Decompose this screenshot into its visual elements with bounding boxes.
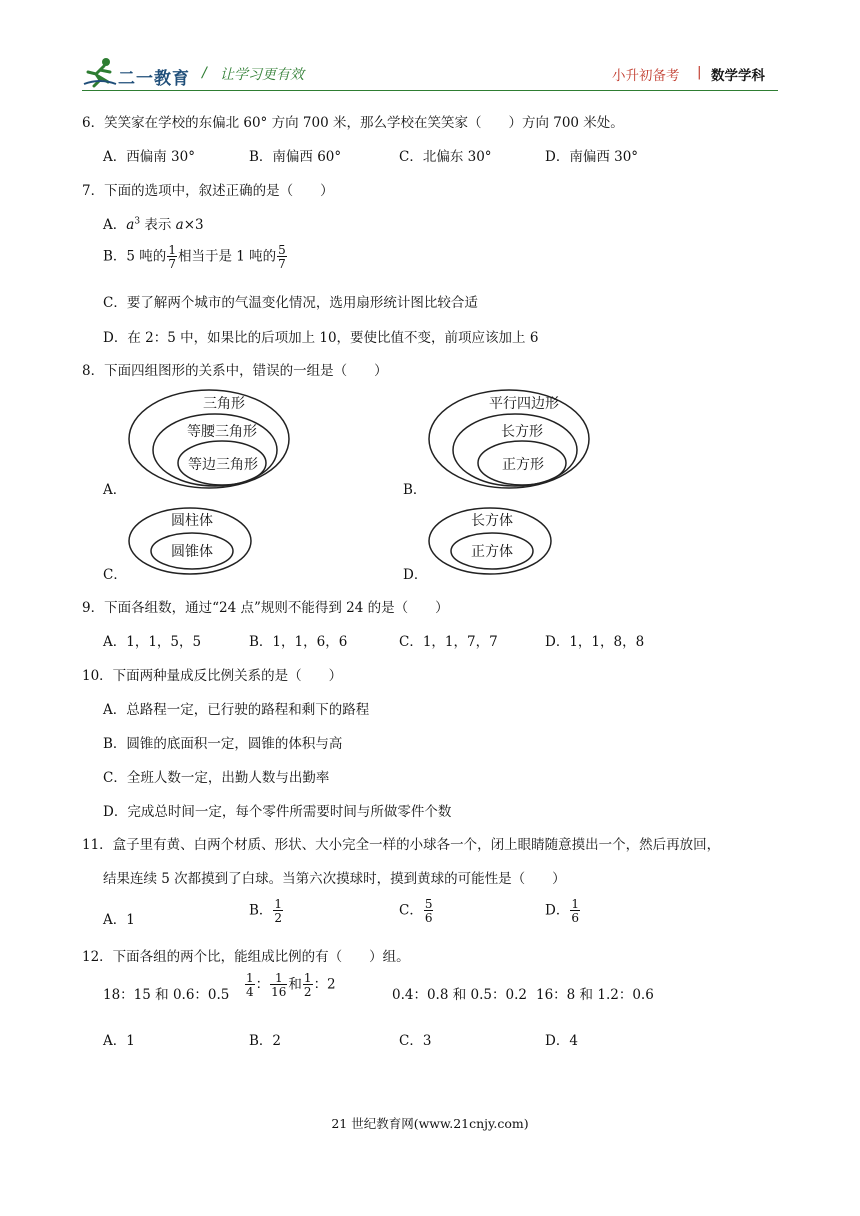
diagram-a-label: A． [103, 482, 127, 498]
question-12-group-3: 0.4：0.8 和 0.5：0.2 [392, 987, 527, 1003]
logo-text: 二一教育 [118, 69, 190, 89]
question-6-option-d: D．南偏西 30° [545, 149, 639, 165]
diagram-d-label: D． [403, 567, 428, 583]
question-9-option-b: B．1，1，6，6 [249, 634, 348, 650]
diagram-b-label: B． [403, 482, 427, 498]
question-7-option-d: D．在 2：5 中，如果比的后项加上 10，要使比值不变，前项应该加上 6 [103, 330, 539, 346]
question-12-group-2: $\frac{1}{4}$ ： $\frac{1}{16}$ 和 $\frac{1}{2}$ ：2 [246, 971, 336, 999]
question-11-stem-line2: 结果连续 5 次都摸到了白球。当第六次摸球时，摸到黄球的可能性是（ ） [103, 871, 566, 887]
question-10-option-b: B．圆锥的底面积一定，圆锥的体积与高 [103, 736, 343, 752]
question-12-option-b: B．2 [249, 1033, 282, 1049]
diagram-b-outer-label: 平行四边形 [489, 396, 559, 412]
diagram-c-outer-label: 圆柱体 [171, 513, 213, 529]
question-11-option-b: B． $\frac{1}{2}$ [249, 897, 283, 925]
question-7-option-b: B．5 吨的 $\frac{1}{7}$ 相当于是 1 吨的 $\frac{5}{7}$ [103, 243, 286, 271]
diagram-b-inner-label: 正方形 [502, 457, 544, 473]
diagram-c-label: C． [103, 567, 127, 583]
question-9-option-d: D．1，1，8，8 [545, 634, 645, 650]
diagram-d-outer-label: 长方体 [471, 513, 513, 529]
question-12-group-4: 16：8 和 1.2：0.6 [536, 987, 654, 1003]
diagram-a-outer-label: 三角形 [203, 396, 245, 412]
diagram-c-inner-label: 圆锥体 [171, 544, 213, 560]
question-6-option-c: C．北偏东 30° [399, 149, 492, 165]
question-9-option-c: C．1，1，7，7 [399, 634, 498, 650]
question-11-option-a: A．1 [103, 912, 135, 928]
question-6-option-b: B．南偏西 60° [249, 149, 342, 165]
question-11-stem-line1: 11．盒子里有黄、白两个材质、形状、大小完全一样的小球各一个，闭上眼睛随意摸出一个，然后再放回， [82, 837, 721, 853]
footer-text: 21 世纪教育网(www.21cnjy.com) [331, 1116, 529, 1131]
question-6-stem: 6．笑笑家在学校的东偏北 60° 方向 700 米，那么学校在笑笑家（ ）方向 700 米处。 [82, 115, 624, 131]
question-10-option-a: A．总路程一定，已行驶的路程和剩下的路程 [103, 702, 370, 718]
question-9-option-a: A．1，1，5，5 [103, 634, 202, 650]
question-10-stem: 10．下面两种量成反比例关系的是（ ） [82, 668, 343, 684]
diagram-b-parallelograms [426, 387, 592, 493]
question-12-option-c: C．3 [399, 1033, 432, 1049]
diagram-a-middle-label: 等腰三角形 [187, 424, 257, 440]
question-7-option-c: C．要了解两个城市的气温变化情况，选用扇形统计图比较合适 [103, 295, 478, 311]
question-6-option-a: A．西偏南 30° [103, 149, 195, 165]
header-slash: / [202, 65, 207, 81]
logo-runner-icon [82, 56, 118, 88]
question-12-option-d: D．4 [545, 1033, 578, 1049]
diagram-b-middle-label: 长方形 [501, 424, 543, 440]
question-12-group-1: 18：15 和 0.6：0.5 [103, 987, 230, 1003]
header-divider [82, 90, 778, 91]
header-exam-label: 小升初备考 [612, 68, 680, 84]
question-7-stem: 7．下面的选项中，叙述正确的是（ ） [82, 183, 334, 199]
header-subject: 数学学科 [711, 68, 765, 84]
diagram-a-triangles [126, 387, 292, 493]
header-separator: | [697, 64, 702, 80]
diagram-d-cuboids [426, 505, 556, 577]
question-9-stem: 9．下面各组数，通过“24 点”规则不能得到 24 的是（ ） [82, 600, 449, 616]
diagram-c-cylinders [126, 505, 256, 577]
diagram-d-inner-label: 正方体 [471, 544, 513, 560]
question-10-option-c: C．全班人数一定，出勤人数与出勤率 [103, 770, 330, 786]
header-slogan: 让学习更有效 [220, 67, 304, 83]
diagram-a-inner-label: 等边三角形 [188, 457, 258, 473]
question-10-option-d: D．完成总时间一定，每个零件所需要时间与所做零件个数 [103, 804, 452, 820]
question-11-option-c: C． $\frac{5}{6}$ [399, 897, 433, 925]
question-7-option-a: A．$a^3$ 表示 a×3 [103, 216, 204, 233]
question-12-option-a: A．1 [103, 1033, 135, 1049]
question-8-stem: 8．下面四组图形的关系中，错误的一组是（ ） [82, 363, 388, 379]
question-12-stem: 12．下面各组的两个比，能组成比例的有（ ）组。 [82, 949, 410, 965]
question-11-option-d: D． $\frac{1}{6}$ [545, 897, 579, 925]
